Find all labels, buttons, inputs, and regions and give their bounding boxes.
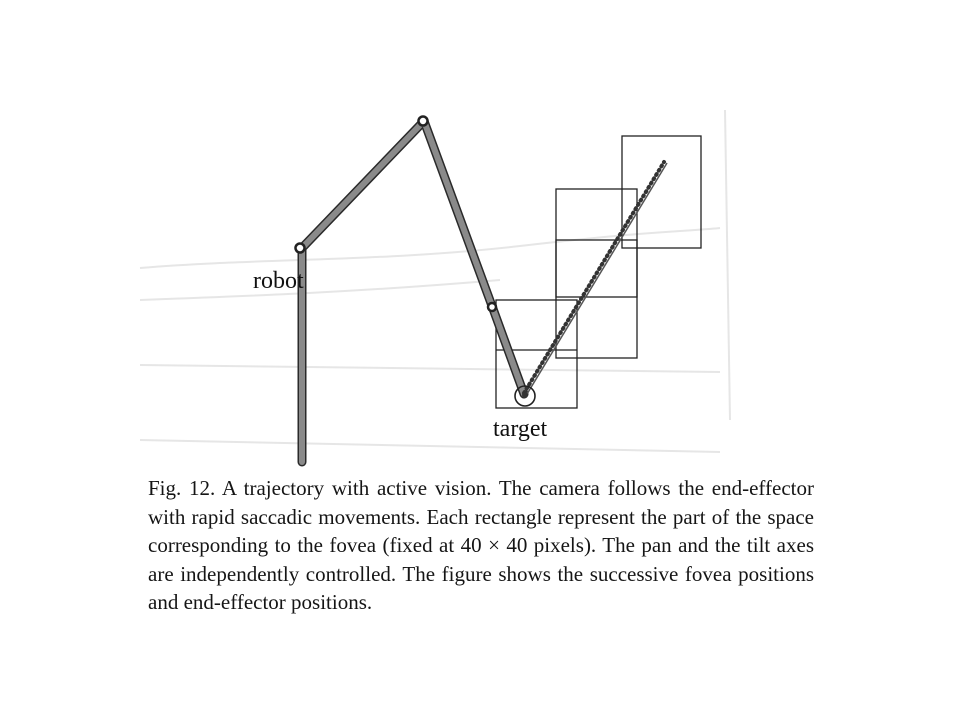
- target-point: [522, 392, 528, 398]
- target-label: target: [493, 416, 548, 442]
- joint-elbow: [488, 303, 496, 311]
- arm-link-fore: [424, 121, 492, 306]
- fovea-rect: [556, 240, 637, 358]
- joint-shoulder: [296, 244, 305, 253]
- figure-caption: Fig. 12. A trajectory with active vision. The camera follows the end-effector with rapid saccadic movements. Each rectangle represent the part of the space corresponding to the fovea (fixed at 40 × 40 pixels). The pan and the tilt axes are independently controlled. The figure shows the successive fovea positions and end-effector positions.: [148, 476, 814, 614]
- joint-top: [419, 117, 428, 126]
- fovea-rect: [556, 189, 637, 297]
- end-effector-trajectory: [524, 162, 667, 394]
- robot-label: robot: [253, 268, 304, 294]
- arm-link-upper: [302, 121, 424, 248]
